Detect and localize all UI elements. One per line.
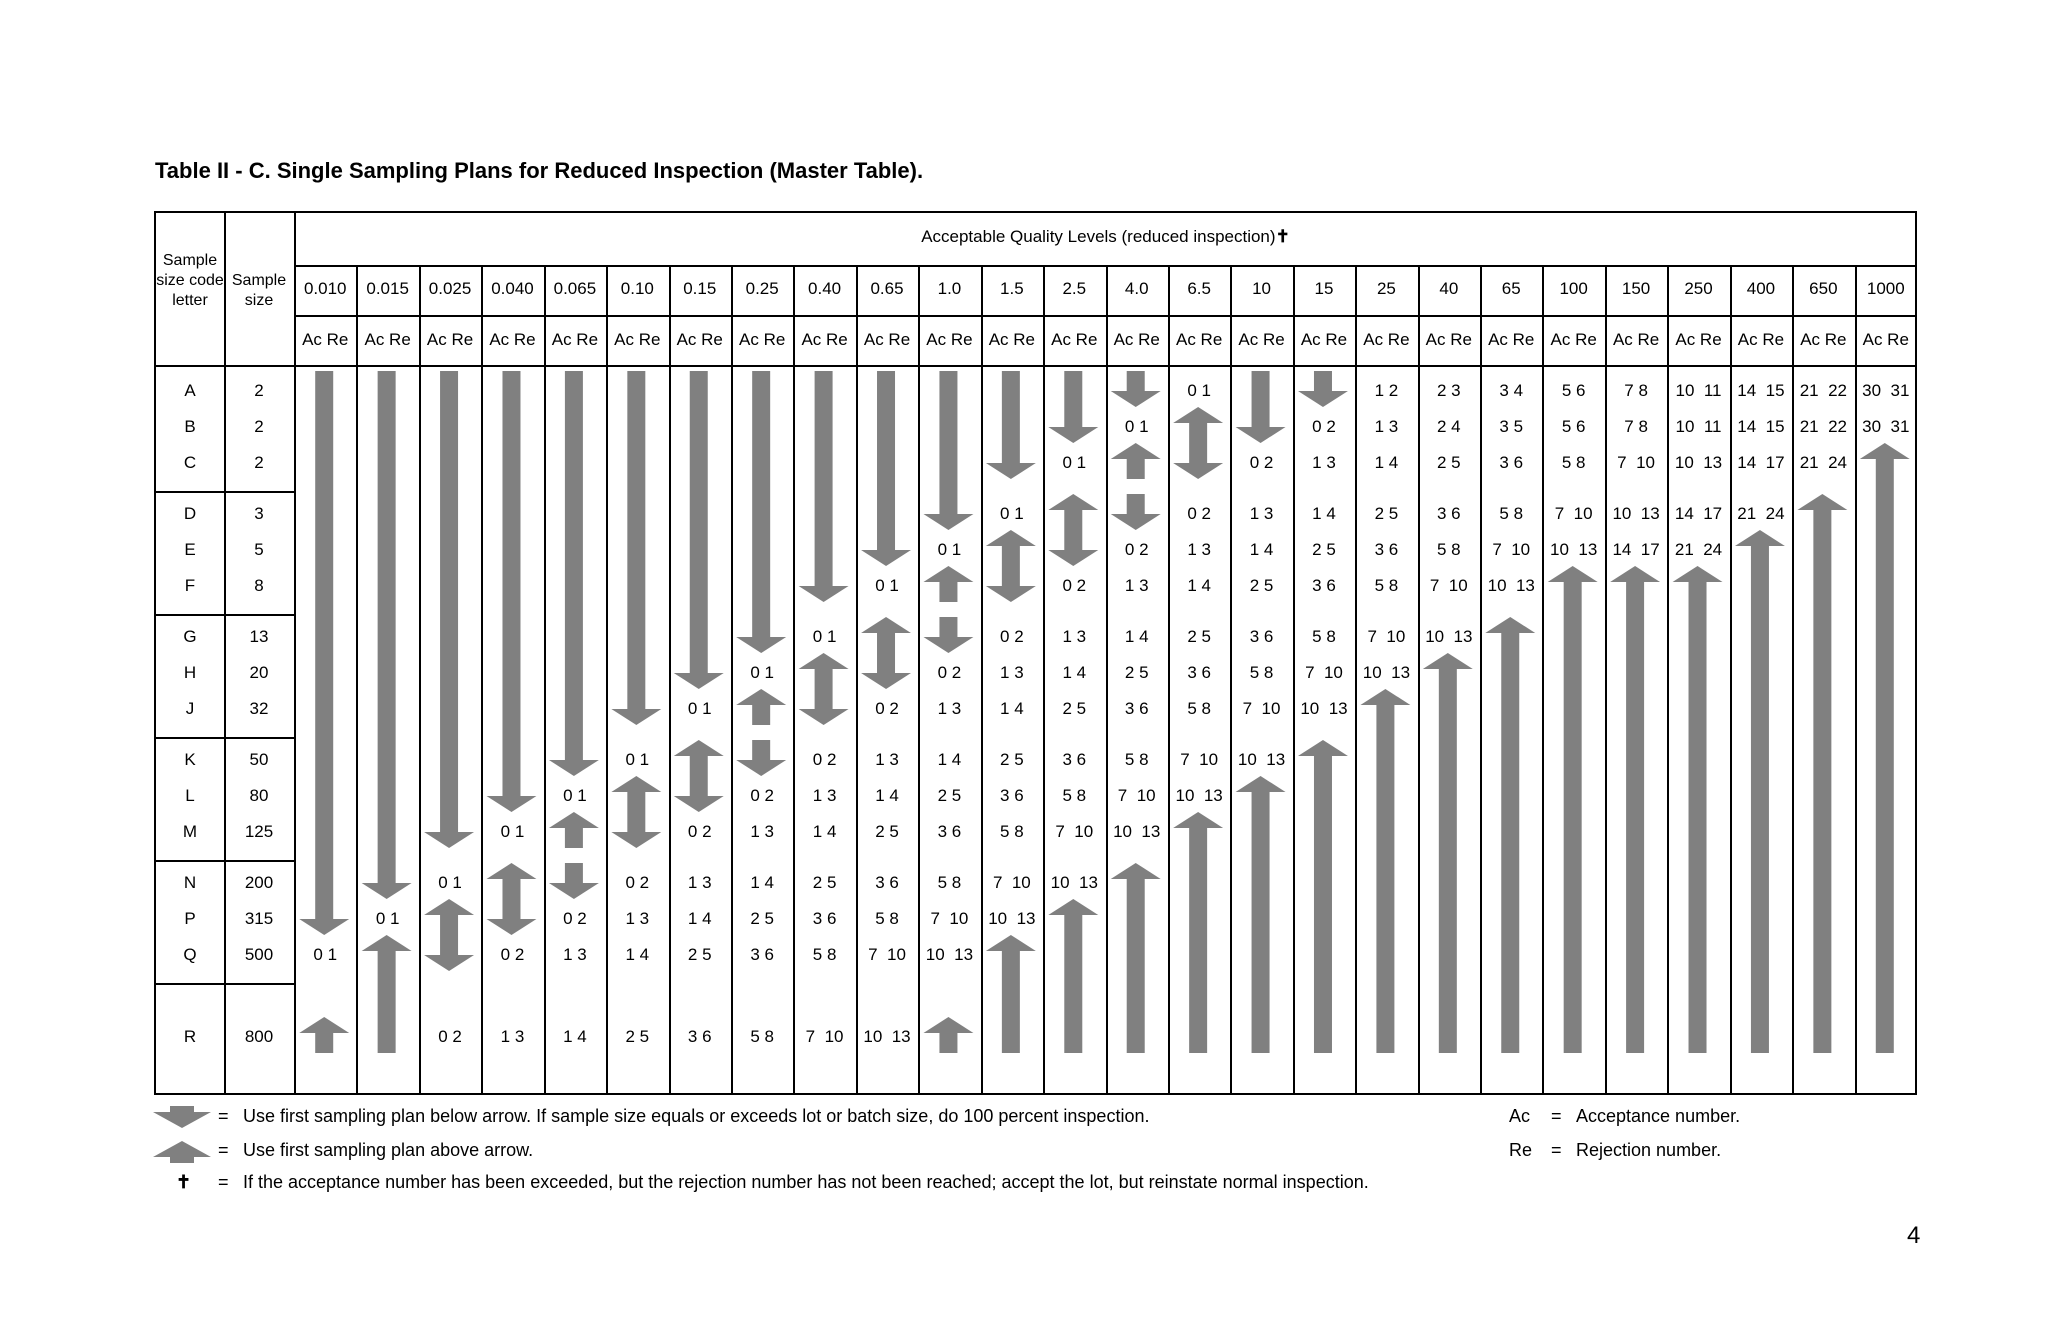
aql-level-13: 4.0: [1124, 279, 1149, 298]
aql-level-17: 25: [1376, 279, 1396, 298]
ac-re-value: 30 31: [1862, 381, 1910, 400]
ac-re-value: 3 6: [1187, 663, 1211, 682]
ac-re-value: 14 17: [1737, 453, 1785, 472]
ac-re-value: 14 17: [1612, 540, 1660, 559]
aql-level-11: 1.5: [1000, 279, 1024, 298]
ac-re-value: 5 8: [1187, 699, 1211, 718]
ac-re-value: 3 6: [1062, 750, 1087, 769]
ac-re-value: 10 13: [1237, 750, 1286, 769]
code-letter: K: [184, 750, 196, 769]
ac-re-label: Ac Re: [1300, 330, 1348, 349]
legend-down-arrow-stem-icon: [170, 1106, 194, 1114]
legend-ac-eq: =: [1551, 1106, 1562, 1126]
ac-re-value: 0 2: [625, 873, 650, 892]
ac-re-value: 10 13: [1674, 453, 1723, 472]
ac-re-value: 5 8: [875, 909, 899, 928]
code-letter: J: [185, 699, 195, 718]
ac-re-value: 0 1: [563, 786, 587, 805]
code-letter: M: [182, 822, 198, 841]
ac-re-value: 3 6: [687, 1027, 712, 1046]
ac-re-value: 10 13: [925, 945, 974, 964]
code-letter: R: [183, 1027, 197, 1046]
ac-re-value: 1 4: [1249, 540, 1274, 559]
ac-re-value: 3 6: [875, 873, 899, 892]
ac-re-value: 10 13: [1487, 576, 1535, 595]
aql-level-1: 0.015: [366, 279, 409, 298]
ac-re-value: 21 24: [1674, 540, 1723, 559]
ac-re-value: 2 4: [1437, 417, 1461, 436]
code-letter: P: [184, 909, 196, 928]
ac-re-value: 7 10: [930, 909, 969, 928]
ac-re-value: 1 4: [1312, 504, 1336, 523]
code-letter: F: [184, 576, 196, 595]
ac-re-value: 1 3: [1000, 663, 1024, 682]
ac-re-value: 0 2: [1062, 576, 1087, 595]
ac-re-value: 7 8: [1624, 417, 1648, 436]
sample-size: 13: [249, 627, 269, 646]
sample-size: 32: [249, 699, 269, 718]
sample-size: 315: [244, 909, 274, 928]
ac-re-value: 5 8: [1312, 627, 1336, 646]
ac-re-value: 0 1: [1000, 504, 1024, 523]
ac-re-label: Ac Re: [364, 330, 411, 349]
ac-re-value: 10 13: [1300, 699, 1348, 718]
aql-level-21: 150: [1621, 279, 1651, 298]
ac-re-value: 2 5: [1437, 453, 1461, 472]
sample-size: 8: [254, 576, 264, 595]
ac-re-value: 0 1: [438, 873, 462, 892]
ac-re-value: 0 2: [1000, 627, 1024, 646]
ac-re-value: 10 13: [1362, 663, 1411, 682]
ac-re-value: 0 1: [375, 909, 400, 928]
ac-re-value: 0 1: [625, 750, 650, 769]
ac-re-value: 10 13: [863, 1027, 911, 1046]
sample-size: 80: [249, 786, 269, 805]
ac-re-value: 10 13: [1175, 786, 1223, 805]
aql-level-25: 1000: [1866, 279, 1905, 298]
ac-re-value: 10 11: [1675, 417, 1722, 436]
ac-re-value: 0 2: [1312, 417, 1336, 436]
ac-re-value: 1 4: [1062, 663, 1087, 682]
ac-re-value: 1 4: [1374, 453, 1399, 472]
aql-level-6: 0.15: [683, 279, 717, 298]
sample-size: 500: [244, 945, 274, 964]
aql-level-16: 15: [1314, 279, 1334, 298]
aql-level-10: 1.0: [937, 279, 962, 298]
ac-re-value: 5 8: [1437, 540, 1461, 559]
ac-re-value: 1 4: [1124, 627, 1149, 646]
legend-dagger-icon: ✝: [176, 1172, 192, 1192]
ac-re-value: 5 8: [1374, 576, 1399, 595]
ac-re-value: 1 3: [1187, 540, 1211, 559]
ac-re-value: 3 6: [1124, 699, 1149, 718]
sample-size: 800: [244, 1027, 274, 1046]
ac-re-value: 0 1: [687, 699, 712, 718]
aql-level-0: 0.010: [303, 279, 347, 298]
legend-eq-up: =: [218, 1140, 229, 1160]
ac-re-value: 21 24: [1737, 504, 1785, 523]
page-number: 4: [1907, 1222, 1921, 1249]
aql-level-20: 100: [1559, 279, 1588, 298]
ac-re-value: 1 3: [687, 873, 712, 892]
ac-re-label: Ac Re: [1425, 330, 1472, 349]
ac-re-value: 0 2: [563, 909, 587, 928]
sample-size: 5: [254, 540, 264, 559]
aql-level-4: 0.065: [553, 279, 597, 298]
ac-re-label: Ac Re: [614, 330, 661, 349]
sample-size: 2: [254, 453, 264, 472]
ac-re-value: 7 8: [1624, 381, 1648, 400]
ac-re-value: 0 1: [1124, 417, 1149, 436]
aql-level-7: 0.25: [745, 279, 779, 298]
ac-re-label: Ac Re: [1737, 330, 1785, 349]
code-letter: H: [183, 663, 197, 682]
ac-re-value: 2 5: [1187, 627, 1211, 646]
ac-re-value: 1 3: [1124, 576, 1149, 595]
sample-size: 2: [254, 381, 264, 400]
ac-re-value: 1 3: [1249, 504, 1274, 523]
ac-re-value: 7 10: [1429, 576, 1468, 595]
ac-re-value: 21 24: [1799, 453, 1847, 472]
legend-ac-def: Acceptance number.: [1576, 1106, 1741, 1126]
ac-re-label: Ac Re: [489, 330, 536, 349]
code-letter: B: [184, 417, 196, 436]
sample-size: 200: [244, 873, 274, 892]
ac-re-value: 2 5: [1062, 699, 1087, 718]
aql-level-12: 2.5: [1062, 279, 1087, 298]
ac-re-value: 10 13: [1425, 627, 1473, 646]
ac-re-label: Ac Re: [801, 330, 848, 349]
legend-dagger-text: If the acceptance number has been exceeded, but the rejection number has not been reached; accept the lot, but reinstate normal inspection.: [243, 1172, 1369, 1192]
ac-re-value: 2 5: [750, 909, 774, 928]
ac-re-value: 5 6: [1561, 381, 1586, 400]
ac-re-value: 1 3: [563, 945, 587, 964]
ac-re-value: 5 8: [1124, 750, 1149, 769]
ac-re-label: Ac Re: [551, 330, 599, 349]
ac-re-value: 0 1: [812, 627, 837, 646]
ac-re-value: 3 6: [812, 909, 837, 928]
legend-up-arrow-icon: [153, 1141, 211, 1157]
aql-level-19: 65: [1501, 279, 1521, 298]
ac-re-value: 2 5: [625, 1027, 650, 1046]
aql-level-18: 40: [1439, 279, 1459, 298]
ac-re-value: 2 5: [937, 786, 962, 805]
ac-re-value: 14 15: [1737, 417, 1785, 436]
ac-re-value: 0 1: [937, 540, 962, 559]
ac-re-value: 3 6: [937, 822, 962, 841]
ac-re-value: 0 1: [500, 822, 525, 841]
ac-re-value: 2 5: [1312, 540, 1336, 559]
ac-re-value: 3 6: [1000, 786, 1024, 805]
code-letter: G: [183, 627, 197, 646]
ac-re-value: 0 1: [1062, 453, 1087, 472]
ac-re-value: 7 10: [868, 945, 906, 964]
dagger-icon: ✝: [1275, 227, 1290, 246]
sample-size: 2: [254, 417, 264, 436]
ac-re-value: 2 5: [1000, 750, 1024, 769]
legend-up-text: Use first sampling plan above arrow.: [243, 1140, 534, 1160]
legend-down-text: Use first sampling plan below arrow. If sample size equals or exceeds lot or batch size, do 100 percent inspection.: [243, 1106, 1150, 1126]
aql-level-22: 250: [1684, 279, 1713, 298]
sample-size: 3: [254, 504, 264, 523]
aql-level-23: 400: [1746, 279, 1776, 298]
ac-re-value: 0 1: [875, 576, 899, 595]
aql-level-9: 0.65: [870, 279, 904, 298]
ac-re-value: 0 1: [750, 663, 774, 682]
ac-re-value: 0 1: [1187, 381, 1211, 400]
ac-re-value: 1 4: [1000, 699, 1024, 718]
code-letter: Q: [183, 945, 197, 964]
ac-re-value: 1 3: [1062, 627, 1087, 646]
ac-re-value: 7 10: [992, 873, 1031, 892]
ac-re-value: 1 4: [1187, 576, 1211, 595]
ac-re-label: Ac Re: [988, 330, 1035, 349]
aql-level-8: 0.40: [808, 279, 842, 298]
ac-re-value: 1 3: [1374, 417, 1399, 436]
ac-re-label: Ac Re: [1175, 330, 1223, 349]
ac-re-value: 1 3: [1312, 453, 1336, 472]
ac-re-value: 1 3: [500, 1027, 525, 1046]
ac-re-value: 7 10: [1180, 750, 1219, 769]
ac-re-value: 0 2: [1187, 504, 1211, 523]
ac-re-value: 3 6: [1499, 453, 1524, 472]
aql-level-15: 10: [1252, 279, 1272, 298]
aql-level-24: 650: [1809, 279, 1838, 298]
ac-re-value: 7 10: [1367, 627, 1406, 646]
ac-re-value: 21 22: [1799, 417, 1847, 436]
ac-re-value: 0 2: [812, 750, 837, 769]
ac-re-value: 0 2: [937, 663, 962, 682]
ac-re-value: 3 6: [1374, 540, 1399, 559]
ac-re-label: Ac Re: [926, 330, 973, 349]
sample-size: 20: [249, 663, 269, 682]
ac-re-value: 10 13: [1550, 540, 1598, 559]
ac-re-value: 0 2: [1124, 540, 1149, 559]
ac-re-value: 0 1: [313, 945, 338, 964]
code-letter: C: [183, 453, 197, 472]
ac-re-value: 2 5: [1374, 504, 1399, 523]
ac-re-value: 10 13: [1113, 822, 1161, 841]
ac-re-label: Ac Re: [426, 330, 474, 349]
ac-re-value: 2 5: [1124, 663, 1149, 682]
code-letter: E: [184, 540, 196, 559]
ac-re-value: 10 13: [1050, 873, 1098, 892]
ac-re-value: 2 5: [1249, 576, 1274, 595]
ac-re-label: Ac Re: [1550, 330, 1597, 349]
ac-re-value: 0 2: [500, 945, 525, 964]
ac-re-value: 5 6: [1561, 417, 1586, 436]
ac-re-value: 5 8: [1499, 504, 1524, 523]
ac-re-label: Ac Re: [1488, 330, 1535, 349]
ac-re-value: 0 2: [687, 822, 712, 841]
code-letter: N: [183, 873, 197, 892]
aql-level-5: 0.10: [620, 279, 654, 298]
ac-re-value: 7 10: [1492, 540, 1531, 559]
ac-re-label: Ac Re: [1051, 330, 1098, 349]
ac-re-value: 1 3: [937, 699, 962, 718]
ac-re-label: Ac Re: [1612, 330, 1660, 349]
ac-re-value: 1 3: [812, 786, 837, 805]
ac-re-value: 3 6: [1249, 627, 1274, 646]
ac-re-value: 5 8: [937, 873, 962, 892]
code-letter: L: [185, 786, 195, 805]
ac-re-value: 0 2: [438, 1027, 462, 1046]
ac-re-value: 1 3: [875, 750, 899, 769]
ac-re-value: 7 10: [1554, 504, 1593, 523]
ac-re-label: Ac Re: [739, 330, 786, 349]
ac-re-value: 5 8: [1249, 663, 1274, 682]
ac-re-label: Ac Re: [676, 330, 723, 349]
ac-re-value: 2 5: [812, 873, 837, 892]
ac-re-value: 0 2: [750, 786, 774, 805]
ac-re-label: Ac Re: [1675, 330, 1722, 349]
aql-level-2: 0.025: [428, 279, 472, 298]
legend-re-def: Rejection number.: [1576, 1140, 1722, 1160]
ac-re-value: 1 2: [1374, 381, 1399, 400]
ac-re-value: 2 5: [687, 945, 712, 964]
ac-re-value: 7 10: [1305, 663, 1343, 682]
ac-re-value: 3 4: [1499, 381, 1524, 400]
ac-re-value: 10 13: [1612, 504, 1660, 523]
ac-re-value: 1 4: [875, 786, 899, 805]
ac-re-value: 3 5: [1499, 417, 1524, 436]
sample-size: 50: [249, 750, 269, 769]
legend-ac-abbr: Ac: [1509, 1106, 1531, 1126]
ac-re-value: 7 10: [1055, 822, 1094, 841]
ac-re-value: 10 13: [988, 909, 1036, 928]
ac-re-value: 1 4: [812, 822, 837, 841]
ac-re-value: 1 3: [750, 822, 774, 841]
code-letter: D: [183, 504, 197, 523]
ac-re-value: 7 10: [805, 1027, 844, 1046]
legend-up-arrow-stem-icon: [170, 1155, 194, 1163]
aql-header-text: Acceptable Quality Levels (reduced inspection): [921, 227, 1276, 246]
ac-re-label: Ac Re: [863, 330, 911, 349]
ac-re-value: 10 11: [1675, 381, 1722, 400]
ac-re-label: Ac Re: [1238, 330, 1285, 349]
ac-re-value: 1 4: [563, 1027, 587, 1046]
legend-eq-down: =: [218, 1106, 229, 1126]
table-title: Table II - C. Single Sampling Plans for Reduced Inspection (Master Table).: [155, 158, 924, 183]
ac-re-value: 5 8: [1561, 453, 1586, 472]
ac-re-value: 30 31: [1862, 417, 1910, 436]
legend-re-eq: =: [1551, 1140, 1562, 1160]
ac-re-label: Ac Re: [1113, 330, 1160, 349]
ac-re-value: 0 2: [875, 699, 899, 718]
ac-re-value: 21 22: [1799, 381, 1847, 400]
ac-re-value: 0 2: [1249, 453, 1274, 472]
ac-re-value: 1 4: [625, 945, 650, 964]
ac-re-value: 5 8: [1000, 822, 1024, 841]
ac-re-value: 14 17: [1674, 504, 1723, 523]
ac-re-label: Ac Re: [1800, 330, 1847, 349]
aql-level-14: 6.5: [1187, 279, 1211, 298]
ac-re-value: 1 4: [750, 873, 774, 892]
code-letter: A: [184, 381, 196, 400]
ac-re-value: 3 6: [1312, 576, 1336, 595]
ac-re-value: 2 3: [1437, 381, 1461, 400]
ac-re-value: 5 8: [812, 945, 837, 964]
legend-eq-dagger: =: [218, 1172, 229, 1192]
aql-level-3: 0.040: [491, 279, 534, 298]
ac-re-value: 1 3: [625, 909, 650, 928]
ac-re-value: 7 10: [1242, 699, 1281, 718]
sample-size: 125: [244, 822, 274, 841]
ac-re-value: 7 10: [1117, 786, 1156, 805]
ac-re-label: Ac Re: [1363, 330, 1410, 349]
code-letter-header: Sample size code letter: [156, 252, 224, 309]
ac-re-value: 14 15: [1737, 381, 1785, 400]
ac-re-value: 3 6: [750, 945, 774, 964]
ac-re-value: 7 10: [1617, 453, 1655, 472]
ac-re-label: Ac Re: [302, 330, 349, 349]
ac-re-value: 3 6: [1437, 504, 1461, 523]
ac-re-value: 5 8: [1062, 786, 1087, 805]
ac-re-value: 1 4: [937, 750, 962, 769]
ac-re-label: Ac Re: [1862, 330, 1909, 349]
ac-re-value: 2 5: [875, 822, 899, 841]
ac-re-value: 1 4: [687, 909, 712, 928]
legend-re-abbr: Re: [1509, 1140, 1533, 1160]
sample-size-header: Sample size: [231, 272, 287, 309]
ac-re-value: 5 8: [750, 1027, 774, 1046]
